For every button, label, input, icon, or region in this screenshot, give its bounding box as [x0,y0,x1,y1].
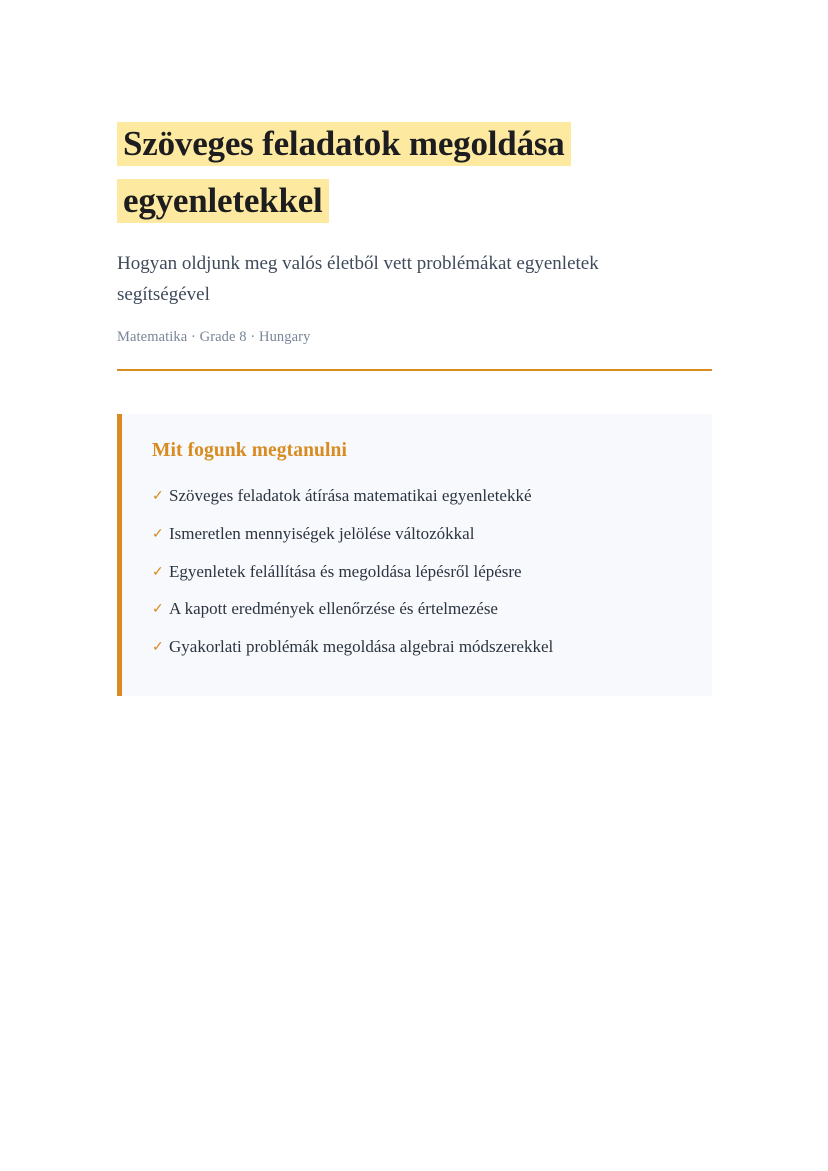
check-icon: ✓ [152,639,164,655]
list-item-label: Egyenletek felállítása és megoldása lépésről lépésre [169,561,522,581]
list-item [152,478,682,516]
list-item [152,628,682,666]
divider [117,369,712,371]
document-meta: Matematika · Grade 8 · Hungary [117,328,311,345]
list-item-label: Ismeretlen mennyiségek jelölése változókkal [169,524,475,544]
learning-objectives-callout [117,414,712,696]
check-icon: ✓ [152,527,164,543]
list-item-label: A kapott eredmények ellenőrzése és értelmezése [169,599,498,619]
list-item [152,553,682,591]
list-item [152,516,682,554]
page-subtitle: Hogyan oldjunk meg valós életből vett problémákat egyenletek segítségével [117,253,599,306]
page-title [117,116,711,229]
check-icon: ✓ [152,564,164,580]
list-item-label: Gyakorlati problémák megoldása algebrai módszerekkel [169,636,554,656]
objectives-list [152,478,682,666]
check-icon: ✓ [152,602,164,618]
page-title-highlight: Szöveges feladatok megoldása egyenletekkel [117,122,571,223]
list-item [152,591,682,629]
check-icon: ✓ [152,489,164,505]
list-item-label: Szöveges feladatok átírása matematikai egyenletekké [169,486,532,506]
callout-title: Mit fogunk megtanulni [152,439,347,461]
